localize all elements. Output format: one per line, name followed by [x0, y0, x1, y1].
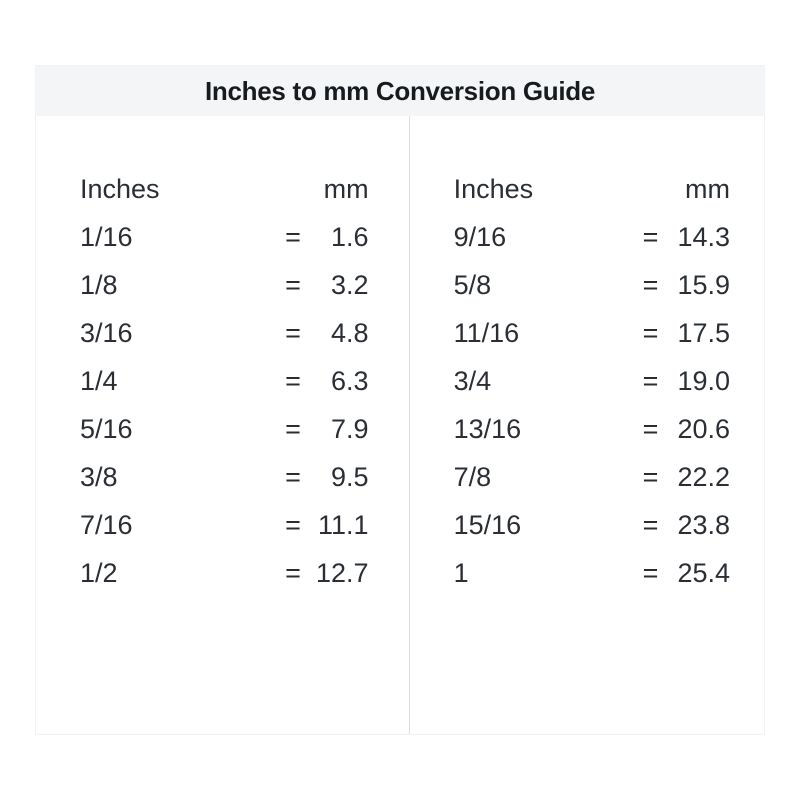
- cell-equals: =: [642, 510, 659, 540]
- column-header-mm: mm: [323, 174, 369, 204]
- table-row: [454, 318, 736, 366]
- cell-equals: =: [642, 558, 659, 588]
- cell-equals: =: [642, 366, 659, 396]
- cell-mm: 7.9: [331, 414, 369, 444]
- table-header-row: [454, 174, 736, 220]
- cell-inches: 15/16: [453, 510, 522, 540]
- cell-inches: 3/8: [80, 462, 118, 492]
- cell-mm: 4.8: [331, 318, 369, 348]
- cell-mm: 14.3: [677, 222, 730, 252]
- cell-mm: 12.7: [316, 558, 369, 588]
- table-row: [80, 558, 375, 606]
- cell-equals: =: [285, 462, 301, 492]
- table-row: [80, 318, 375, 366]
- cell-mm: 15.9: [677, 270, 730, 300]
- cell-inches: 3/16: [80, 318, 133, 348]
- table-row: [80, 222, 375, 270]
- cell-inches: 1: [453, 558, 469, 588]
- table-row: [80, 462, 375, 510]
- conversion-columns: [36, 116, 764, 734]
- cell-equals: =: [285, 558, 301, 588]
- column-header-mm: mm: [685, 174, 730, 204]
- cell-inches: 1/8: [80, 270, 118, 300]
- cell-mm: 22.2: [677, 462, 730, 492]
- cell-equals: =: [285, 510, 301, 540]
- cell-equals: =: [642, 270, 659, 300]
- cell-mm: 6.3: [331, 366, 369, 396]
- cell-equals: =: [642, 318, 659, 348]
- conversion-sheet: [36, 116, 764, 734]
- cell-equals: =: [285, 222, 301, 252]
- cell-inches: 5/16: [80, 414, 133, 444]
- conversion-column-left: [36, 116, 409, 734]
- cell-equals: =: [285, 366, 301, 396]
- table-row: [454, 366, 736, 414]
- table-row: [454, 510, 736, 558]
- cell-mm: 20.6: [677, 414, 730, 444]
- page-title: Inches to mm Conversion Guide: [204, 76, 596, 106]
- cell-mm: 25.4: [677, 558, 730, 588]
- table-row: [454, 222, 736, 270]
- table-row: [454, 462, 736, 510]
- cell-inches: 1/16: [80, 222, 133, 252]
- table-header-row: [80, 174, 375, 220]
- cell-mm: 9.5: [331, 462, 369, 492]
- cell-equals: =: [285, 318, 301, 348]
- cell-mm: 11.1: [318, 510, 369, 540]
- cell-equals: =: [285, 414, 301, 444]
- column-header-inches: Inches: [453, 174, 534, 204]
- cell-inches: 1/4: [80, 366, 118, 396]
- cell-equals: =: [642, 414, 659, 444]
- cell-mm: 3.2: [331, 270, 369, 300]
- table-row: [454, 414, 736, 462]
- cell-inches: 3/4: [453, 366, 492, 396]
- table-row: [80, 414, 375, 462]
- cell-mm: 19.0: [677, 366, 730, 396]
- cell-equals: =: [285, 270, 301, 300]
- cell-equals: =: [642, 462, 659, 492]
- conversion-column-right: [409, 116, 764, 734]
- cell-inches: 9/16: [453, 222, 507, 252]
- cell-inches: 7/16: [80, 510, 133, 540]
- cell-equals: =: [642, 222, 659, 252]
- table-row: [80, 270, 375, 318]
- title-band: [36, 66, 764, 116]
- cell-inches: 13/16: [453, 414, 522, 444]
- table-row: [80, 366, 375, 414]
- cell-inches: 7/8: [453, 462, 492, 492]
- cell-mm: 23.8: [677, 510, 730, 540]
- cell-mm: 1.6: [331, 222, 369, 252]
- cell-inches: 5/8: [453, 270, 492, 300]
- cell-inches: 1/2: [80, 558, 118, 588]
- table-row: [80, 510, 375, 558]
- column-header-inches: Inches: [80, 174, 160, 204]
- table-row: [454, 558, 736, 606]
- cell-mm: 17.5: [677, 318, 730, 348]
- conversion-card: [36, 66, 764, 734]
- table-row: [454, 270, 736, 318]
- cell-inches: 11/16: [453, 318, 520, 348]
